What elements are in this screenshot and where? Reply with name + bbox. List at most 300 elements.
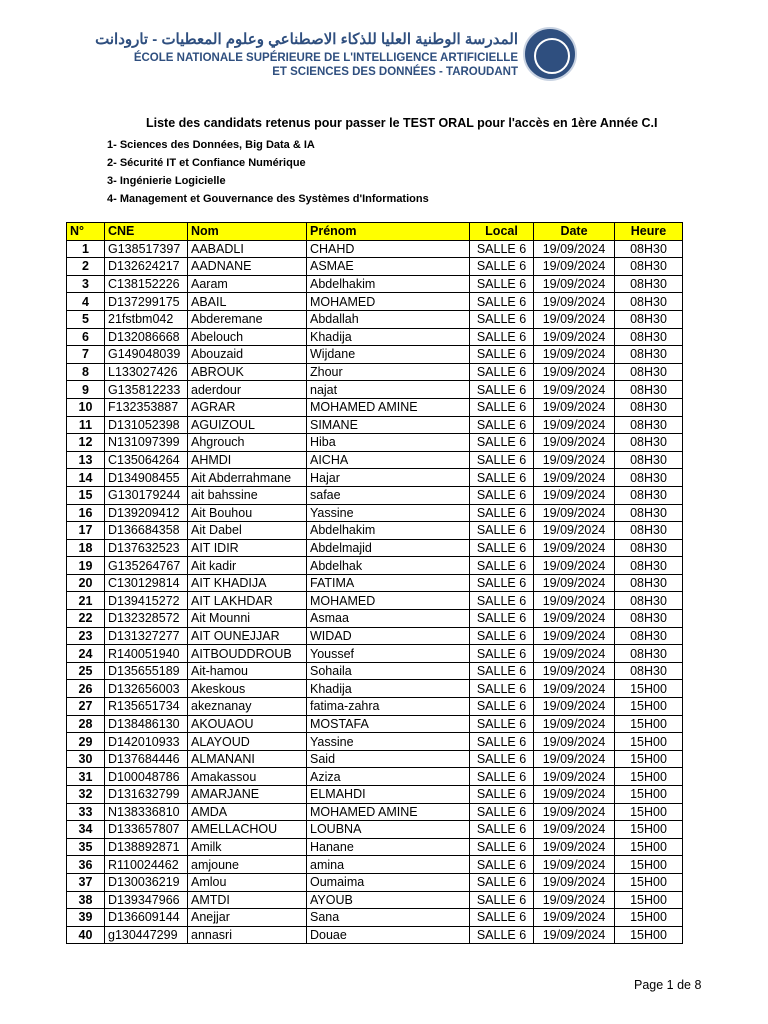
cell-local: SALLE 6: [470, 539, 534, 557]
cell-heure: 08H30: [615, 451, 683, 469]
cell-prenom: Sohaila: [307, 662, 470, 680]
cell-heure: 08H30: [615, 592, 683, 610]
cell-heure: 15H00: [615, 909, 683, 927]
cell-prenom: AYOUB: [307, 891, 470, 909]
cell-local: SALLE 6: [470, 873, 534, 891]
cell-number: 4: [67, 293, 105, 311]
cell-cne: D138892871: [105, 838, 188, 856]
cell-number: 2: [67, 258, 105, 276]
cell-nom: aderdour: [188, 381, 307, 399]
cell-date: 19/09/2024: [534, 504, 615, 522]
cell-cne: D132624217: [105, 258, 188, 276]
cell-number: 1: [67, 240, 105, 258]
cell-local: SALLE 6: [470, 926, 534, 944]
cell-number: 15: [67, 486, 105, 504]
cell-cne: D138486130: [105, 715, 188, 733]
cell-prenom: ASMAE: [307, 258, 470, 276]
cell-nom: ALAYOUD: [188, 733, 307, 751]
cell-local: SALLE 6: [470, 838, 534, 856]
cell-date: 19/09/2024: [534, 610, 615, 628]
table-header-row: [67, 223, 683, 241]
cell-prenom: CHAHD: [307, 240, 470, 258]
cell-heure: 08H30: [615, 627, 683, 645]
cell-cne: D131632799: [105, 786, 188, 804]
cell-number: 36: [67, 856, 105, 874]
cell-date: 19/09/2024: [534, 715, 615, 733]
table-row: [67, 645, 683, 663]
cell-cne: D142010933: [105, 733, 188, 751]
cell-cne: F132353887: [105, 398, 188, 416]
cell-local: SALLE 6: [470, 733, 534, 751]
cell-prenom: Abdallah: [307, 310, 470, 328]
cell-nom: AMELLACHOU: [188, 821, 307, 839]
cell-cne: D132656003: [105, 680, 188, 698]
cell-nom: ALMANANI: [188, 750, 307, 768]
school-name-line2: ET SCIENCES DES DONNÉES - TAROUDANT: [272, 66, 518, 78]
table-row: [67, 310, 683, 328]
cell-prenom: Khadija: [307, 328, 470, 346]
table-row: [67, 328, 683, 346]
col-header-cne: CNE: [105, 223, 188, 241]
table-row: [67, 258, 683, 276]
cell-number: 7: [67, 346, 105, 364]
cell-number: 19: [67, 557, 105, 575]
table-row: [67, 803, 683, 821]
cell-local: SALLE 6: [470, 381, 534, 399]
cell-number: 25: [67, 662, 105, 680]
cell-number: 16: [67, 504, 105, 522]
cell-nom: AMARJANE: [188, 786, 307, 804]
cell-prenom: Said: [307, 750, 470, 768]
cell-cne: D100048786: [105, 768, 188, 786]
cell-date: 19/09/2024: [534, 680, 615, 698]
cell-number: 13: [67, 451, 105, 469]
cell-prenom: fatima-zahra: [307, 698, 470, 716]
cell-heure: 08H30: [615, 662, 683, 680]
cell-number: 27: [67, 698, 105, 716]
cell-heure: 08H30: [615, 539, 683, 557]
cell-heure: 15H00: [615, 715, 683, 733]
cell-date: 19/09/2024: [534, 645, 615, 663]
cell-number: 38: [67, 891, 105, 909]
cell-local: SALLE 6: [470, 680, 534, 698]
cell-cne: D132086668: [105, 328, 188, 346]
program-item: 2- Sécurité IT et Confiance Numérique: [107, 157, 306, 169]
col-header-local: Local: [470, 223, 534, 241]
cell-heure: 08H30: [615, 346, 683, 364]
cell-date: 19/09/2024: [534, 310, 615, 328]
cell-date: 19/09/2024: [534, 926, 615, 944]
table-row: [67, 592, 683, 610]
cell-local: SALLE 6: [470, 486, 534, 504]
cell-local: SALLE 6: [470, 715, 534, 733]
cell-heure: 15H00: [615, 873, 683, 891]
table-row: [67, 926, 683, 944]
cell-prenom: MOHAMED AMINE: [307, 803, 470, 821]
cell-date: 19/09/2024: [534, 592, 615, 610]
table-row: [67, 891, 683, 909]
cell-prenom: Hajar: [307, 469, 470, 487]
cell-nom: Abderemane: [188, 310, 307, 328]
cell-number: 3: [67, 275, 105, 293]
cell-cne: C138152226: [105, 275, 188, 293]
cell-heure: 15H00: [615, 733, 683, 751]
cell-local: SALLE 6: [470, 363, 534, 381]
cell-prenom: amina: [307, 856, 470, 874]
table-row: [67, 240, 683, 258]
cell-nom: Ait-hamou: [188, 662, 307, 680]
cell-prenom: FATIMA: [307, 574, 470, 592]
cell-number: 22: [67, 610, 105, 628]
cell-nom: Aaram: [188, 275, 307, 293]
cell-local: SALLE 6: [470, 240, 534, 258]
cell-prenom: Abdelhakim: [307, 275, 470, 293]
cell-cne: D131052398: [105, 416, 188, 434]
cell-heure: 08H30: [615, 504, 683, 522]
cell-number: 33: [67, 803, 105, 821]
cell-cne: G130179244: [105, 486, 188, 504]
cell-cne: D136684358: [105, 522, 188, 540]
cell-heure: 08H30: [615, 310, 683, 328]
cell-prenom: Khadija: [307, 680, 470, 698]
cell-cne: D139347966: [105, 891, 188, 909]
cell-date: 19/09/2024: [534, 434, 615, 452]
cell-heure: 15H00: [615, 926, 683, 944]
cell-prenom: MOHAMED: [307, 592, 470, 610]
table-row: [67, 293, 683, 311]
cell-date: 19/09/2024: [534, 786, 615, 804]
cell-date: 19/09/2024: [534, 574, 615, 592]
cell-heure: 15H00: [615, 768, 683, 786]
cell-nom: ait bahssine: [188, 486, 307, 504]
cell-nom: AMTDI: [188, 891, 307, 909]
cell-local: SALLE 6: [470, 557, 534, 575]
col-header-number: N°: [67, 223, 105, 241]
cell-date: 19/09/2024: [534, 293, 615, 311]
table-row: [67, 451, 683, 469]
cell-number: 26: [67, 680, 105, 698]
cell-nom: Ait Dabel: [188, 522, 307, 540]
cell-nom: Amilk: [188, 838, 307, 856]
cell-number: 28: [67, 715, 105, 733]
document-title: Liste des candidats retenus pour passer le TEST ORAL pour l'accès en 1ère Année C.I: [146, 116, 658, 130]
cell-date: 19/09/2024: [534, 258, 615, 276]
cell-local: SALLE 6: [470, 821, 534, 839]
cell-prenom: Yassine: [307, 733, 470, 751]
cell-local: SALLE 6: [470, 398, 534, 416]
cell-prenom: ELMAHDI: [307, 786, 470, 804]
cell-nom: Anejjar: [188, 909, 307, 927]
cell-nom: amjoune: [188, 856, 307, 874]
cell-local: SALLE 6: [470, 645, 534, 663]
cell-nom: AADNANE: [188, 258, 307, 276]
cell-local: SALLE 6: [470, 627, 534, 645]
table-row: [67, 346, 683, 364]
cell-number: 31: [67, 768, 105, 786]
table-row: [67, 768, 683, 786]
cell-number: 23: [67, 627, 105, 645]
cell-date: 19/09/2024: [534, 557, 615, 575]
cell-date: 19/09/2024: [534, 486, 615, 504]
cell-heure: 15H00: [615, 838, 683, 856]
cell-prenom: Sana: [307, 909, 470, 927]
cell-local: SALLE 6: [470, 698, 534, 716]
cell-nom: Abouzaid: [188, 346, 307, 364]
table-row: [67, 504, 683, 522]
table-row: [67, 574, 683, 592]
cell-cne: D136609144: [105, 909, 188, 927]
cell-local: SALLE 6: [470, 469, 534, 487]
table-row: [67, 909, 683, 927]
cell-cne: D137684446: [105, 750, 188, 768]
cell-date: 19/09/2024: [534, 803, 615, 821]
cell-nom: Ait Bouhou: [188, 504, 307, 522]
cell-nom: Ahgrouch: [188, 434, 307, 452]
cell-date: 19/09/2024: [534, 733, 615, 751]
cell-local: SALLE 6: [470, 522, 534, 540]
cell-prenom: safae: [307, 486, 470, 504]
cell-prenom: LOUBNA: [307, 821, 470, 839]
cell-number: 9: [67, 381, 105, 399]
cell-nom: Ait Abderrahmane: [188, 469, 307, 487]
cell-number: 11: [67, 416, 105, 434]
cell-nom: AMDA: [188, 803, 307, 821]
cell-cne: D134908455: [105, 469, 188, 487]
cell-number: 10: [67, 398, 105, 416]
cell-local: SALLE 6: [470, 504, 534, 522]
cell-date: 19/09/2024: [534, 838, 615, 856]
cell-local: SALLE 6: [470, 275, 534, 293]
cell-date: 19/09/2024: [534, 698, 615, 716]
cell-local: SALLE 6: [470, 909, 534, 927]
cell-number: 34: [67, 821, 105, 839]
table-row: [67, 398, 683, 416]
cell-cne: N131097399: [105, 434, 188, 452]
cell-heure: 15H00: [615, 750, 683, 768]
cell-date: 19/09/2024: [534, 469, 615, 487]
cell-local: SALLE 6: [470, 434, 534, 452]
school-name-arabic: المدرسة الوطنية العليا للذكاء الاصطناعي وعلوم المعطيات - تارودانت: [95, 31, 518, 48]
cell-prenom: Hiba: [307, 434, 470, 452]
cell-heure: 08H30: [615, 574, 683, 592]
cell-prenom: Abdelhak: [307, 557, 470, 575]
cell-date: 19/09/2024: [534, 522, 615, 540]
cell-date: 19/09/2024: [534, 275, 615, 293]
cell-heure: 15H00: [615, 698, 683, 716]
table-row: [67, 856, 683, 874]
cell-date: 19/09/2024: [534, 856, 615, 874]
cell-heure: 08H30: [615, 275, 683, 293]
cell-number: 40: [67, 926, 105, 944]
cell-date: 19/09/2024: [534, 363, 615, 381]
table-row: [67, 539, 683, 557]
table-row: [67, 363, 683, 381]
cell-heure: 08H30: [615, 645, 683, 663]
table-row: [67, 434, 683, 452]
cell-prenom: Yassine: [307, 504, 470, 522]
cell-number: 14: [67, 469, 105, 487]
cell-cne: 21fstbm042: [105, 310, 188, 328]
cell-prenom: Asmaa: [307, 610, 470, 628]
table-row: [67, 416, 683, 434]
cell-nom: AITBOUDDROUB: [188, 645, 307, 663]
cell-prenom: SIMANE: [307, 416, 470, 434]
table-row: [67, 662, 683, 680]
cell-cne: N138336810: [105, 803, 188, 821]
cell-local: SALLE 6: [470, 592, 534, 610]
school-name-line1: ÉCOLE NATIONALE SUPÉRIEURE DE L'INTELLIGENCE ARTIFICIELLE: [133, 52, 518, 64]
cell-local: SALLE 6: [470, 346, 534, 364]
table-row: [67, 522, 683, 540]
cell-cne: D137632523: [105, 539, 188, 557]
cell-nom: Amakassou: [188, 768, 307, 786]
cell-date: 19/09/2024: [534, 398, 615, 416]
cell-prenom: MOSTAFA: [307, 715, 470, 733]
cell-date: 19/09/2024: [534, 627, 615, 645]
cell-cne: C130129814: [105, 574, 188, 592]
cell-prenom: Zhour: [307, 363, 470, 381]
cell-number: 12: [67, 434, 105, 452]
cell-number: 35: [67, 838, 105, 856]
cell-nom: AGRAR: [188, 398, 307, 416]
cell-date: 19/09/2024: [534, 891, 615, 909]
cell-cne: R140051940: [105, 645, 188, 663]
cell-cne: D133657807: [105, 821, 188, 839]
cell-date: 19/09/2024: [534, 750, 615, 768]
table-row: [67, 750, 683, 768]
table-row: [67, 838, 683, 856]
cell-heure: 08H30: [615, 328, 683, 346]
cell-heure: 08H30: [615, 557, 683, 575]
cell-number: 39: [67, 909, 105, 927]
cell-heure: 08H30: [615, 240, 683, 258]
cell-local: SALLE 6: [470, 768, 534, 786]
cell-prenom: Youssef: [307, 645, 470, 663]
cell-date: 19/09/2024: [534, 768, 615, 786]
cell-prenom: MOHAMED: [307, 293, 470, 311]
cell-cne: R110024462: [105, 856, 188, 874]
cell-cne: G135812233: [105, 381, 188, 399]
cell-prenom: Aziza: [307, 768, 470, 786]
cell-date: 19/09/2024: [534, 346, 615, 364]
cell-heure: 15H00: [615, 856, 683, 874]
cell-date: 19/09/2024: [534, 909, 615, 927]
table-row: [67, 821, 683, 839]
cell-prenom: AICHA: [307, 451, 470, 469]
cell-cne: D135655189: [105, 662, 188, 680]
cell-cne: C135064264: [105, 451, 188, 469]
col-header-heure: Heure: [615, 223, 683, 241]
table-row: [67, 610, 683, 628]
cell-nom: AKOUAOU: [188, 715, 307, 733]
cell-prenom: Oumaima: [307, 873, 470, 891]
cell-heure: 08H30: [615, 522, 683, 540]
cell-local: SALLE 6: [470, 610, 534, 628]
cell-date: 19/09/2024: [534, 416, 615, 434]
cell-number: 29: [67, 733, 105, 751]
cell-local: SALLE 6: [470, 662, 534, 680]
table-body: [67, 240, 683, 944]
cell-nom: AIT IDIR: [188, 539, 307, 557]
cell-cne: L133027426: [105, 363, 188, 381]
cell-number: 17: [67, 522, 105, 540]
cell-heure: 08H30: [615, 258, 683, 276]
cell-date: 19/09/2024: [534, 662, 615, 680]
table-row: [67, 627, 683, 645]
cell-heure: 08H30: [615, 469, 683, 487]
cell-heure: 15H00: [615, 821, 683, 839]
page-number: Page 1 de 8: [634, 978, 702, 992]
cell-heure: 08H30: [615, 381, 683, 399]
cell-number: 8: [67, 363, 105, 381]
cell-date: 19/09/2024: [534, 240, 615, 258]
cell-nom: ABAIL: [188, 293, 307, 311]
cell-nom: Abelouch: [188, 328, 307, 346]
table-row: [67, 275, 683, 293]
cell-nom: AABADLI: [188, 240, 307, 258]
cell-prenom: Abdelhakim: [307, 522, 470, 540]
program-item: 4- Management et Gouvernance des Systèmes d'Informations: [107, 193, 429, 205]
table-row: [67, 786, 683, 804]
cell-prenom: WIDAD: [307, 627, 470, 645]
cell-nom: annasri: [188, 926, 307, 944]
table-row: [67, 733, 683, 751]
cell-local: SALLE 6: [470, 310, 534, 328]
cell-heure: 15H00: [615, 891, 683, 909]
cell-date: 19/09/2024: [534, 539, 615, 557]
cell-nom: akeznanay: [188, 698, 307, 716]
table-row: [67, 469, 683, 487]
cell-prenom: MOHAMED AMINE: [307, 398, 470, 416]
program-item: 3- Ingénierie Logicielle: [107, 175, 226, 187]
cell-prenom: Hanane: [307, 838, 470, 856]
cell-number: 5: [67, 310, 105, 328]
cell-heure: 08H30: [615, 398, 683, 416]
table-row: [67, 381, 683, 399]
table-row: [67, 557, 683, 575]
cell-nom: Ait Mounni: [188, 610, 307, 628]
cell-nom: AIT LAKHDAR: [188, 592, 307, 610]
program-item: 1- Sciences des Données, Big Data & IA: [107, 139, 315, 151]
cell-local: SALLE 6: [470, 451, 534, 469]
cell-local: SALLE 6: [470, 750, 534, 768]
cell-number: 20: [67, 574, 105, 592]
cell-local: SALLE 6: [470, 786, 534, 804]
cell-nom: Amlou: [188, 873, 307, 891]
cell-nom: Akeskous: [188, 680, 307, 698]
cell-prenom: Douae: [307, 926, 470, 944]
cell-heure: 08H30: [615, 293, 683, 311]
table-row: [67, 873, 683, 891]
cell-heure: 08H30: [615, 610, 683, 628]
cell-prenom: Wijdane: [307, 346, 470, 364]
cell-local: SALLE 6: [470, 258, 534, 276]
table-row: [67, 715, 683, 733]
cell-cne: g130447299: [105, 926, 188, 944]
cell-number: 32: [67, 786, 105, 804]
cell-local: SALLE 6: [470, 328, 534, 346]
cell-date: 19/09/2024: [534, 328, 615, 346]
cell-local: SALLE 6: [470, 574, 534, 592]
table-row: [67, 680, 683, 698]
cell-heure: 15H00: [615, 803, 683, 821]
cell-date: 19/09/2024: [534, 873, 615, 891]
cell-number: 30: [67, 750, 105, 768]
cell-cne: D139209412: [105, 504, 188, 522]
cell-cne: D139415272: [105, 592, 188, 610]
cell-nom: AIT OUNEJJAR: [188, 627, 307, 645]
cell-number: 24: [67, 645, 105, 663]
